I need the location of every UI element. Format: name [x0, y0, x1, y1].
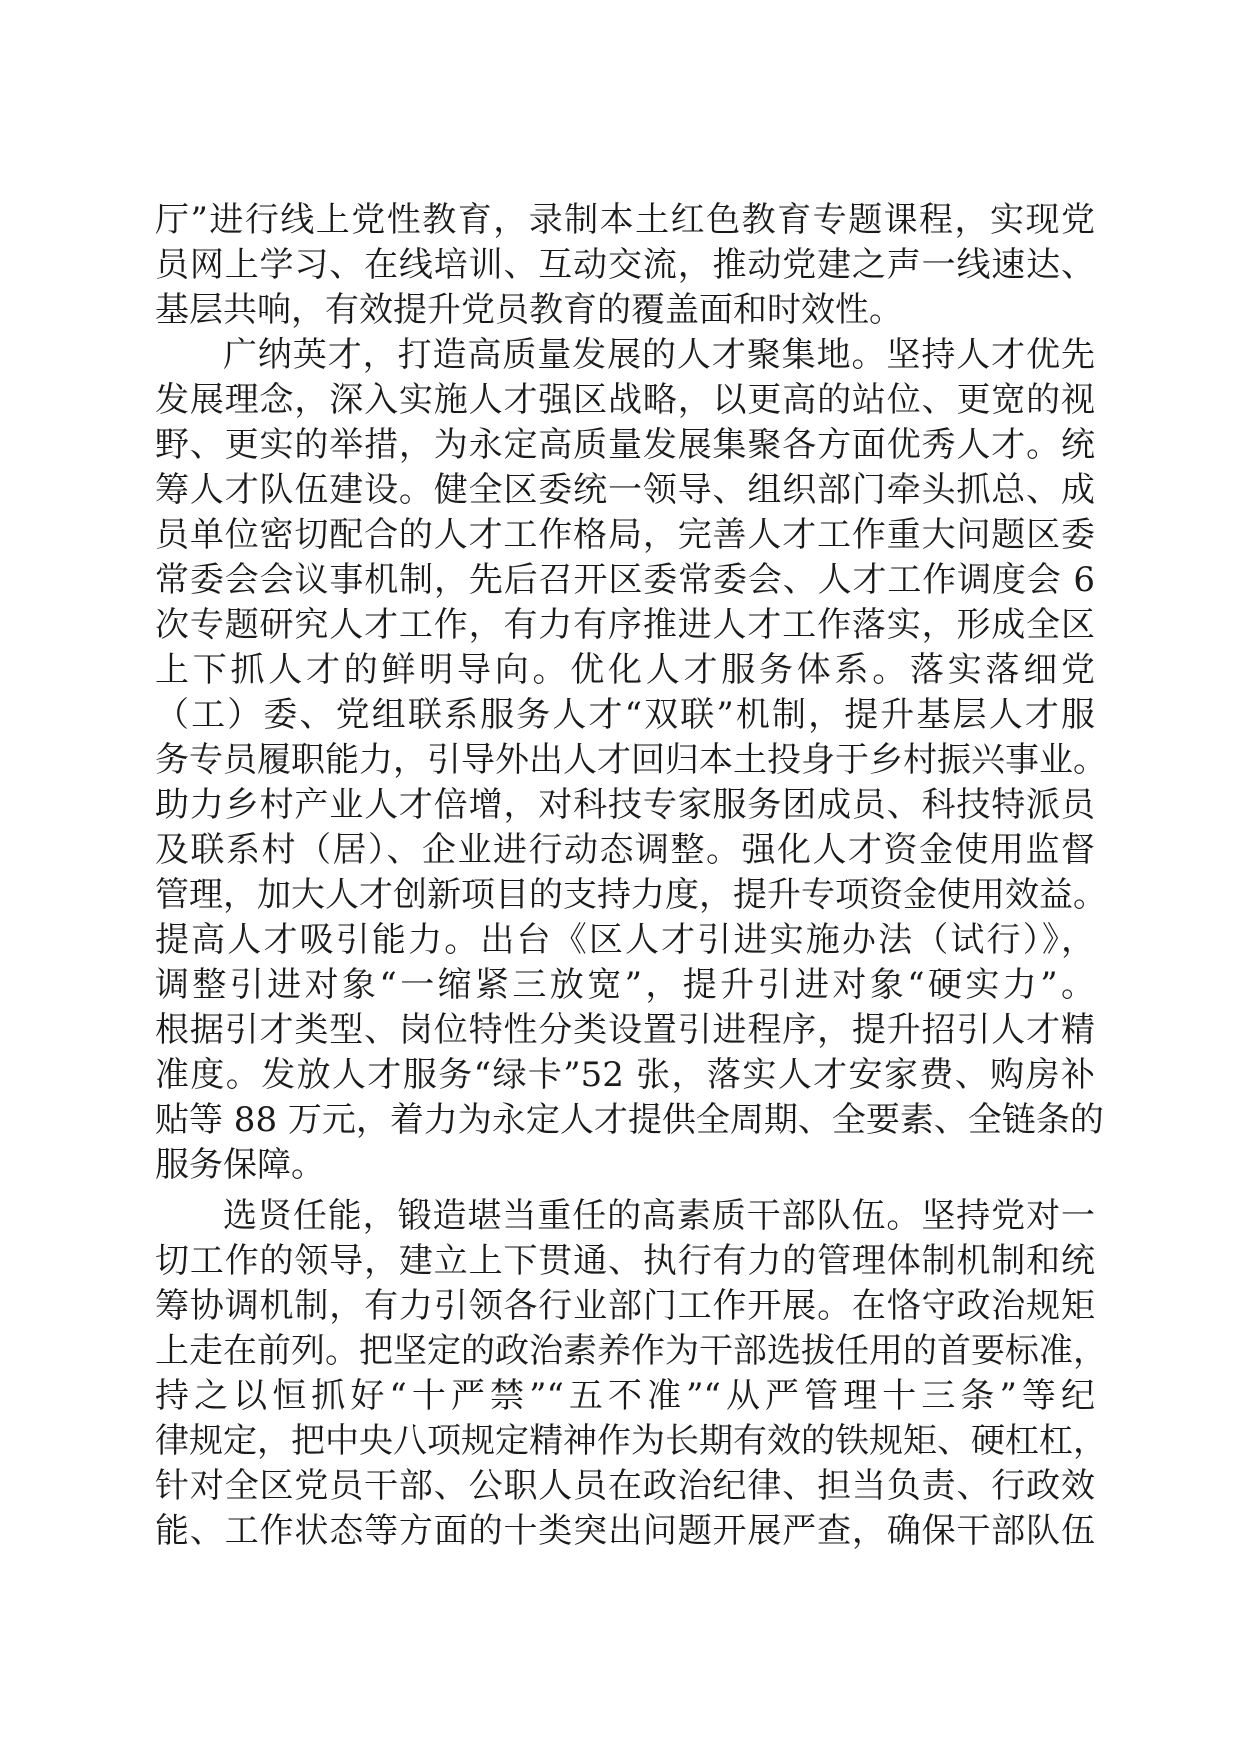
text-line: 针对全区党员干部、公职人员在政治纪律、担当负责、行政效	[155, 1466, 1095, 1506]
body-text	[155, 198, 1107, 1554]
text-line: 上下抓人才的鲜明导向。优化人才服务体系。落实落细党	[155, 650, 1095, 690]
text-line: 基层共响，有效提升党员教育的覆盖面和时效性。	[155, 290, 903, 330]
text-line: 员网上学习、在线培训、互动交流，推动党建之声一线速达、	[155, 245, 1095, 285]
text-line: 厅”进行线上党性教育，录制本土红色教育专题课程，实现党	[155, 200, 1095, 240]
text-line: 准度。发放人才服务“绿卡”52 张，落实人才安家费、购房补	[155, 1055, 1095, 1095]
text-line: 务专员履职能力，引导外出人才回归本土投身于乡村振兴事业。	[155, 740, 1107, 780]
text-line: 广纳英才，打造高质量发展的人才聚集地。坚持人才优先	[223, 335, 1095, 375]
text-line: 切工作的领导，建立上下贯通、执行有力的管理体制机制和统	[155, 1241, 1095, 1281]
text-line: 助力乡村产业人才倍增，对科技专家服务团成员、科技特派员	[155, 785, 1095, 825]
text-line: 次专题研究人才工作，有力有序推进人才工作落实，形成全区	[155, 605, 1095, 645]
text-line: （工）委、党组联系服务人才“双联”机制，提升基层人才服	[155, 695, 1095, 735]
text-line: 野、更实的举措，为永定高质量发展集聚各方面优秀人才。统	[155, 425, 1095, 465]
text-line: 持之以恒抓好“十严禁”“五不准”“从严管理十三条”等纪	[155, 1376, 1095, 1416]
text-line: 调整引进对象“一缩紧三放宽”，提升引进对象“硬实力”。	[155, 965, 1095, 1005]
text-line: 能、工作状态等方面的十类突出问题开展严查，确保干部队伍	[155, 1511, 1095, 1551]
text-line: 筹人才队伍建设。健全区委统一领导、组织部门牵头抓总、成	[155, 470, 1095, 510]
text-line: 员单位密切配合的人才工作格局，完善人才工作重大问题区委	[155, 515, 1095, 555]
text-line: 律规定，把中央八项规定精神作为长期有效的铁规矩、硬杠杠，	[155, 1421, 1107, 1461]
text-line: 发展理念，深入实施人才强区战略，以更高的站位、更宽的视	[155, 380, 1095, 420]
paragraph-3	[155, 1194, 1107, 1554]
text-line: 根据引才类型、岗位特性分类设置引进程序，提升招引人才精	[155, 1010, 1095, 1050]
paragraph-1	[155, 198, 1095, 333]
text-line: 选贤任能，锻造堪当重任的高素质干部队伍。坚持党对一	[223, 1196, 1095, 1236]
text-line: 及联系村（居）、企业进行动态调整。强化人才资金使用监督	[155, 830, 1095, 870]
paragraph-2	[155, 333, 1107, 1188]
text-line: 上走在前列。把坚定的政治素养作为干部选拔任用的首要标准，	[155, 1331, 1107, 1371]
text-line: 常委会会议事机制，先后召开区委常委会、人才工作调度会 6	[155, 560, 1095, 600]
text-line: 服务保障。	[155, 1145, 325, 1185]
text-line: 筹协调机制，有力引领各行业部门工作开展。在恪守政治规矩	[155, 1286, 1095, 1326]
text-line: 管理，加大人才创新项目的支持力度，提升专项资金使用效益。	[155, 875, 1107, 915]
text-line: 贴等 88 万元，着力为永定人才提供全周期、全要素、全链条的	[155, 1100, 1104, 1140]
text-line: 提高人才吸引能力。出台《区人才引进实施办法（试行）》，	[155, 920, 1095, 960]
